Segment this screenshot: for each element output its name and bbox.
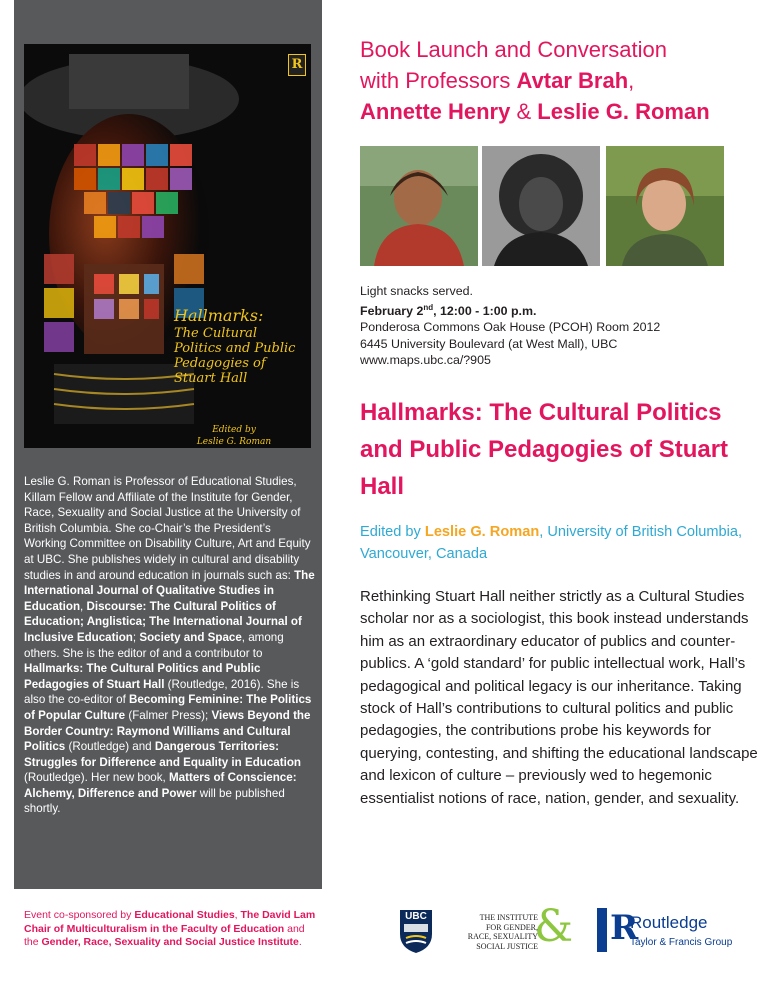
bio-text: will be published shortly.	[24, 786, 285, 816]
speaker-photo-3	[606, 146, 724, 266]
routledge-badge-icon	[597, 908, 607, 952]
cover-title	[174, 306, 304, 386]
speaker-name-1: Avtar Brah	[516, 68, 629, 93]
map-link[interactable]: www.maps.ubc.ca/?905	[360, 353, 491, 368]
cover-editor-name: Leslie G. Roman	[196, 437, 272, 447]
speaker-photo-1	[360, 146, 478, 266]
cover-editor	[174, 424, 294, 448]
headline-line-1: Book Launch and Conversation	[360, 37, 667, 62]
bio-book-1: Hallmarks: The Cultural Politics and Public Pedagogies of Stuart Hall	[24, 662, 261, 691]
speaker-name-3: Leslie G. Roman	[537, 99, 710, 124]
bio-book-4: Dangerous Territories: Struggles for Difference and Equality in Education	[24, 740, 301, 769]
snacks-note: Light snacks served.	[360, 284, 473, 298]
institute-logo-text: THE INSTITUTE FOR GENDER, RACE, SEXUALITY SOCIAL JUSTICE	[467, 913, 538, 951]
event-date	[360, 300, 760, 320]
time-text: , 12:00 - 1:00 p.m.	[433, 303, 537, 318]
cover-title-main: Hallmarks:	[174, 306, 264, 325]
sponsor-text: Event co-sponsored by	[24, 909, 135, 921]
sponsor-text: ,	[234, 909, 241, 921]
event-headline	[360, 34, 760, 127]
routledge-r-icon: R	[610, 908, 639, 948]
cover-portrait-art	[24, 44, 311, 448]
editor-name: Leslie G. Roman	[424, 524, 540, 540]
headline-prefix: with Professors	[360, 68, 517, 93]
bio-text: ,	[80, 599, 87, 613]
routledge-group-text: Taylor & Francis Group	[630, 937, 733, 948]
sponsor-text: .	[298, 936, 302, 949]
sponsor-name-2: The David Lam Chair of Multiculturalism in the Faculty of Education	[24, 909, 316, 935]
date-text: February 2	[360, 303, 424, 318]
ubc-logo	[398, 908, 434, 954]
date-suffix: nd	[423, 302, 434, 312]
bio-text: , among others. She is the editor of and a contributor to	[24, 630, 284, 660]
bio-text: ;	[132, 630, 140, 644]
sponsor-name-3: Gender, Race, Sexuality and Social Justice Institute	[41, 936, 299, 949]
book-cover-image	[24, 44, 311, 448]
book-description: Rethinking Stuart Hall neither strictly as a Cultural Studies scholar nor as a sociologist, this book instead understands him as an extraordinary educator of publics and counter-publics. A ‘gold standard’ for public intellectual work, Hall’s pedagogical and political legacy is our inheritance. Taking stock of Hall’s contributions to cultural politics and public pedagogies, the contributions probe his keywords for querying, contesting, and shifting the educational landscape and lexicon of culture – previously wed to hegemonic essentialist notions of race, nation, gender, and sexuality.	[360, 588, 758, 807]
ubc-logo-text: UBC	[405, 911, 427, 922]
book-title: Hallmarks: The Cultural Politics and Public Pedagogies of Stuart Hall	[360, 399, 729, 500]
bio-book-3: Views Beyond the Border Country: Raymond Williams and Cultural Politics	[24, 708, 311, 754]
bio-book-5: Matters of Conscience: Alchemy, Difference and Power	[24, 771, 297, 800]
bio-text: Leslie G. Roman is Professor of Educational Studies, Killam Fellow and Affiliate of the Institute for Gender, Race, Sexuality and Social Justice at the University of British Columbia. She co-Chair’s the President’s Working Committee on Disability Culture, Art and Equity at UBC. She publishes widely in cultural and disability studies in and around education in journals such as:	[24, 475, 311, 582]
book-editor-credit	[360, 521, 760, 565]
sponsor-credit	[24, 909, 316, 950]
event-room: Ponderosa Commons Oak House (PCOH) Room 2012	[360, 320, 661, 335]
headline-line-3	[360, 96, 760, 127]
cover-edited-label: Edited by	[212, 425, 256, 435]
speaker-photo-2	[482, 146, 600, 266]
bio-journal-3: Society and Space	[139, 630, 242, 644]
routledge-logo-text: Routledge	[630, 913, 708, 932]
author-bio	[24, 474, 316, 817]
edited-by-label: Edited by	[360, 524, 425, 540]
headline-line-2	[360, 65, 760, 96]
bio-text: (Routledge) and	[65, 740, 155, 754]
bio-text: (Routledge). Her new book,	[24, 771, 169, 785]
event-details	[360, 283, 760, 369]
cover-title-sub: The Cultural Politics and Public Pedagogies of Stuart Hall	[174, 326, 296, 386]
bio-text: (Falmer Press);	[125, 708, 212, 722]
headline-separator: ,	[628, 68, 635, 93]
speaker-name-2: Annette Henry	[360, 99, 511, 124]
bio-journal-2: Discourse: The Cultural Politics of Education; Anglistica; The International Journal of Inclusive Education	[24, 599, 302, 644]
sponsor-name-1: Educational Studies	[134, 909, 235, 921]
bio-text: (Routledge, 2016). She is also the co-editor of	[24, 677, 300, 707]
bio-journal-1: The International Journal of Qualitative Studies in Education	[24, 568, 315, 613]
editor-affiliation: , University of British Columbia, Vancouver, Canada	[360, 524, 743, 562]
publisher-logo-icon: R	[288, 54, 306, 76]
event-address: 6445 University Boulevard (at West Mall), UBC	[360, 336, 618, 351]
sponsor-text: and the	[24, 922, 305, 949]
institute-ampersand-icon: &	[534, 901, 574, 952]
bio-book-2: Becoming Feminine: The Politics of Popular Culture	[24, 693, 312, 722]
headline-ampersand: &	[510, 99, 538, 124]
